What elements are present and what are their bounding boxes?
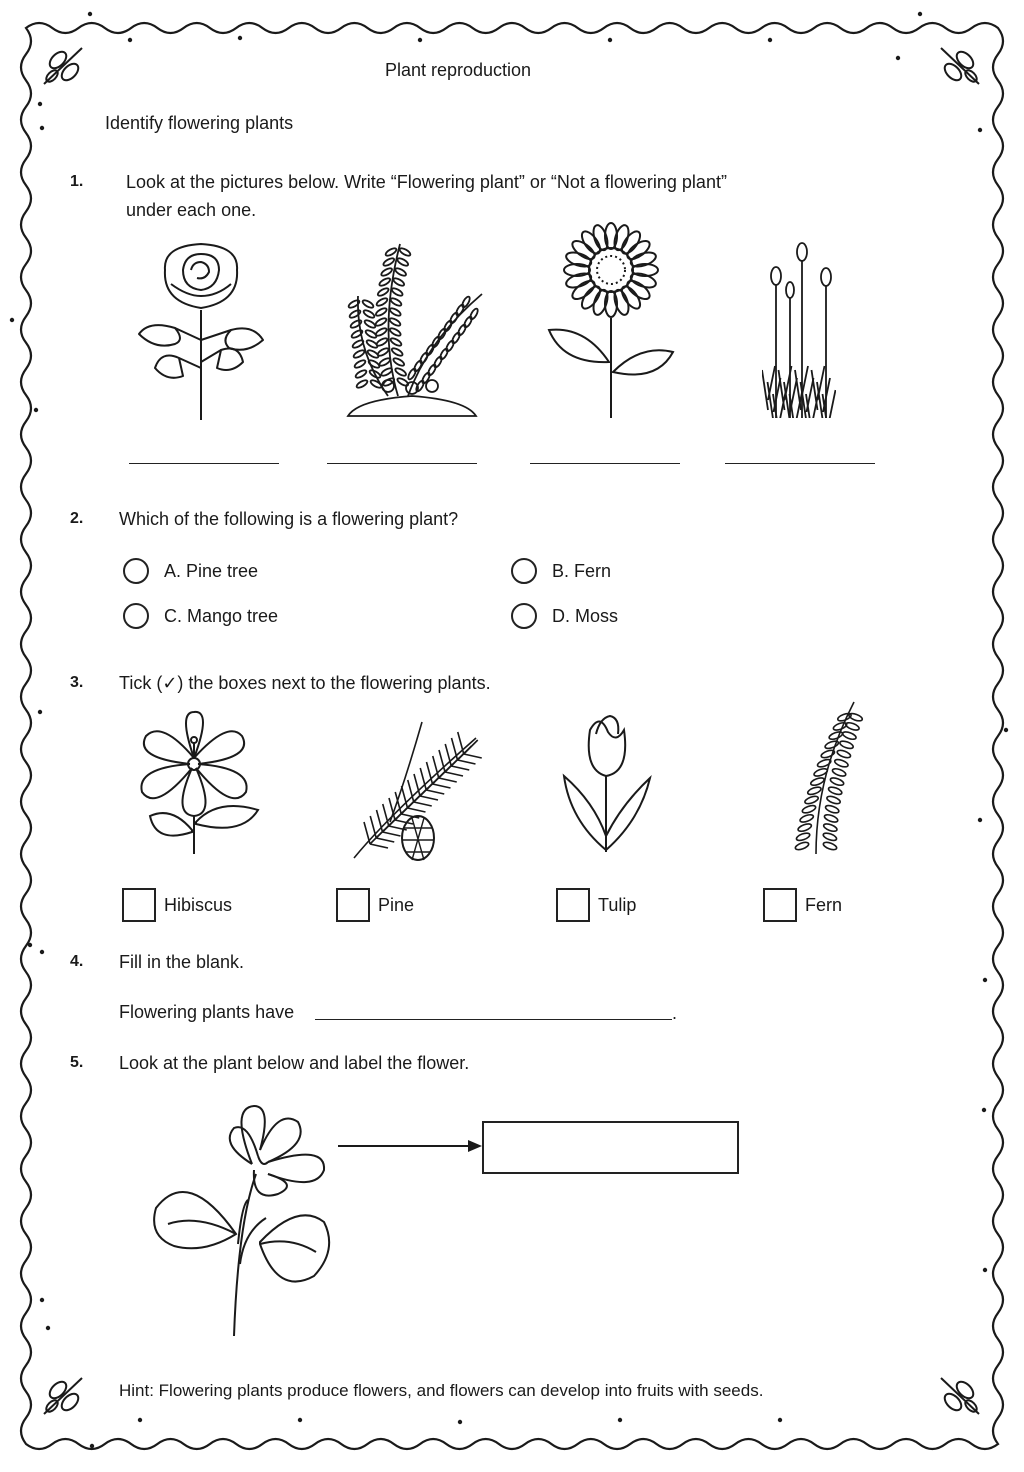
checkbox[interactable] xyxy=(122,888,156,922)
option-a-label: A. Pine tree xyxy=(164,560,259,581)
radio-button[interactable] xyxy=(123,603,149,629)
option-c-label: C. Mango tree xyxy=(164,605,279,626)
answer-blank-4[interactable] xyxy=(725,463,875,464)
option-c[interactable] xyxy=(123,603,278,629)
section-heading: Identify flowering plants xyxy=(105,113,294,133)
fill-sentence: Flowering plants have xyxy=(119,1002,295,1022)
rose-icon xyxy=(135,240,267,422)
flower-label-box[interactable] xyxy=(482,1121,739,1174)
hint-text: Hint: Flowering plants produce flowers, and flowers can develop into fruits with seeds. xyxy=(119,1381,764,1400)
question-number: 3. xyxy=(70,674,84,691)
question-number: 2. xyxy=(70,510,84,527)
tulip-icon xyxy=(560,710,656,854)
question-number: 5. xyxy=(70,1054,84,1071)
question-1-text xyxy=(126,168,727,224)
tick-item-tulip[interactable] xyxy=(556,888,636,922)
question-1-line-1: Look at the pictures below. Write “Flowering plant” or “Not a flowering plant” xyxy=(126,172,727,192)
option-b[interactable] xyxy=(511,558,611,584)
radio-button[interactable] xyxy=(511,558,537,584)
option-b-label: B. Fern xyxy=(552,560,612,581)
fill-blank-line[interactable] xyxy=(315,1019,672,1020)
tick-label: Pine xyxy=(378,894,415,915)
tick-label: Fern xyxy=(805,894,843,915)
fern-frond-icon xyxy=(768,696,864,854)
moss-icon xyxy=(762,240,836,418)
radio-button[interactable] xyxy=(511,603,537,629)
tick-label: Hibiscus xyxy=(164,894,233,915)
fill-sentence-end: . xyxy=(672,1003,678,1023)
question-2-text: Which of the following is a flowering plant? xyxy=(119,509,459,529)
answer-blank-2[interactable] xyxy=(327,463,477,464)
checkbox[interactable] xyxy=(556,888,590,922)
option-d-label: D. Moss xyxy=(552,605,619,626)
checkbox[interactable] xyxy=(336,888,370,922)
hibiscus-icon xyxy=(132,708,262,854)
option-d[interactable] xyxy=(511,603,618,629)
tick-label: Tulip xyxy=(598,894,637,915)
question-number: 4. xyxy=(70,953,84,970)
worksheet-title: Plant reproduction xyxy=(384,60,532,80)
tick-item-hibiscus[interactable] xyxy=(122,888,232,922)
answer-blank-3[interactable] xyxy=(530,463,680,464)
tick-item-pine[interactable] xyxy=(336,888,414,922)
question-3-text: Tick (✓) the boxes next to the flowering plants. xyxy=(119,673,491,693)
question-1-line-2: under each one. xyxy=(126,200,257,220)
leaf-ornament-icon xyxy=(38,1372,88,1420)
question-number: 1. xyxy=(70,173,84,190)
radio-button[interactable] xyxy=(123,558,149,584)
question-4-text: Fill in the blank. xyxy=(119,952,245,972)
tick-item-fern[interactable] xyxy=(763,888,842,922)
violet-plant-icon xyxy=(148,1104,334,1336)
leaf-ornament-icon xyxy=(935,42,985,90)
sunflower-icon xyxy=(545,222,677,422)
option-a[interactable] xyxy=(123,558,258,584)
arrow-icon xyxy=(336,1136,482,1156)
checkbox[interactable] xyxy=(763,888,797,922)
fern-icon xyxy=(338,240,486,420)
question-5-text: Look at the plant below and label the flower. xyxy=(119,1053,470,1073)
answer-blank-1[interactable] xyxy=(129,463,279,464)
leaf-ornament-icon xyxy=(935,1372,985,1420)
pine-branch-icon xyxy=(350,718,484,864)
